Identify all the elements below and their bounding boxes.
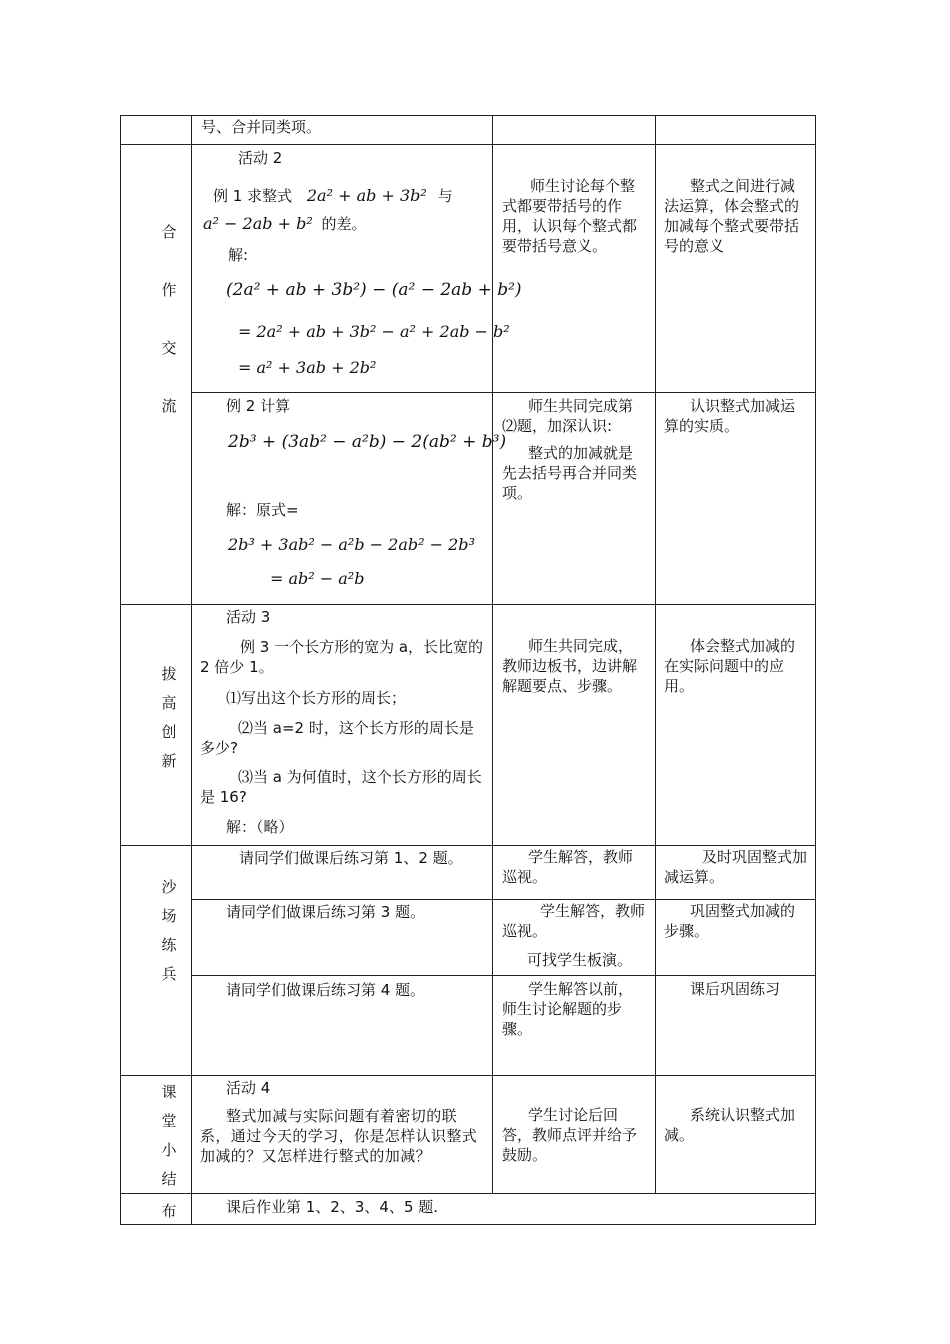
example-2-title: 例 2 计算	[226, 397, 291, 415]
design-intent-2: 认识整式加减运算的实质。	[664, 397, 796, 435]
section-label-practice	[134, 873, 204, 989]
example-1-intro	[213, 186, 453, 206]
solution-2-step2: = ab² − a²b	[270, 569, 365, 588]
solution-2-step1: 2b³ + 3ab² − a²b − 2ab² − 2b³	[228, 535, 475, 554]
teacher-activity-1: 师生讨论每个整式都要带括号的作用，认识每个整式都要带括号意义。	[502, 177, 638, 255]
label-char: 流	[161, 397, 177, 415]
activity-3-title: 活动 3	[226, 608, 271, 626]
label-char: 沙	[161, 878, 177, 896]
solution-label-1: 解:	[228, 246, 249, 264]
label-char: 布	[161, 1202, 177, 1220]
teacher-activity-2-note: 整式的加减就是先去括号再合并同类项。	[502, 444, 638, 502]
activity-4-title: 活动 4	[226, 1079, 271, 1097]
practice-3-content: 请同学们做课后练习第 4 题。	[226, 981, 426, 999]
row0-content: 号、合并同类项。	[201, 118, 322, 136]
design-intent-3: 体会整式加减的在实际问题中的应用。	[664, 637, 796, 695]
label-char: 作	[161, 281, 177, 299]
column-divider	[655, 115, 656, 1193]
practice-1-content: 请同学们做课后练习第 1、2 题。	[239, 849, 463, 867]
label-char: 高	[161, 694, 177, 712]
solution-1-step1: (2a² + ab + 3b²) − (a² − 2ab + b²)	[226, 280, 522, 300]
example-1-prefix: 例 1 求整式	[213, 187, 293, 205]
practice-2-content: 请同学们做课后练习第 3 题。	[226, 903, 426, 921]
table-border-left	[120, 115, 121, 1225]
practice-1-intent: 及时巩固整式加减运算。	[664, 848, 808, 886]
example-1-line2	[203, 214, 367, 234]
practice-2-intent: 巩固整式加减的步骤。	[664, 902, 796, 940]
example-1-suffix: 的差。	[321, 215, 367, 233]
row-divider	[120, 1193, 816, 1194]
practice-2-teacher: 学生解答，教师巡视。	[502, 902, 646, 940]
example-3-problem: 例 3 一个长方形的宽为 a，长比宽的 2 倍少 1。	[200, 638, 484, 676]
practice-2-teacher-extra: 可找学生板演。	[527, 951, 633, 969]
label-char: 拔	[161, 665, 177, 683]
teacher-activity-2: 师生共同完成第⑵题，加深认识:	[502, 397, 634, 435]
example-3-solution: 解：（略）	[226, 818, 294, 836]
example-2-expression: 2b³ + (3ab² − a²b) − 2(ab² + b³)	[228, 432, 507, 452]
solution-label-2: 解：原式=	[226, 501, 299, 519]
label-char: 新	[161, 752, 177, 770]
expression-a: 2a² + ab + 3b²	[306, 186, 427, 205]
example-3-q2: ⑵当 a=2 时，这个长方形的周长是多少?	[200, 719, 474, 757]
summary-teacher: 学生讨论后回答，教师点评并给予鼓励。	[502, 1106, 638, 1164]
label-char: 练	[161, 936, 177, 954]
section-label-advance	[134, 660, 204, 776]
subrow-divider	[191, 975, 816, 976]
summary-content: 整式加减与实际问题有着密切的联系，通过今天的学习，你是怎样认识整式加减的？又怎样进行整式的加减？	[200, 1107, 478, 1165]
row-divider	[120, 845, 816, 846]
solution-1-step3: = a² + 3ab + 2b²	[238, 358, 377, 377]
table-border-bottom	[120, 1224, 816, 1225]
label-char: 课	[161, 1083, 177, 1101]
activity-2-title: 活动 2	[238, 149, 283, 167]
table-border-top	[120, 115, 816, 116]
design-intent-1: 整式之间进行减法运算，体会整式的加减每个整式要带括号的意义	[664, 177, 800, 255]
homework-content: 课后作业第 1、2、3、4、5 题.	[226, 1198, 439, 1216]
table-border-right	[815, 115, 816, 1225]
label-char: 场	[161, 907, 177, 925]
label-char: 结	[161, 1170, 177, 1188]
practice-3-intent: 课后巩固练习	[690, 980, 781, 998]
label-char: 交	[161, 339, 177, 357]
section-label-homework	[134, 1200, 204, 1221]
section-label-cooperation	[134, 203, 204, 435]
example-3-q3: ⑶当 a 为何值时，这个长方形的周长是 16?	[200, 768, 482, 806]
label-char: 小	[161, 1141, 177, 1159]
expression-b: a² − 2ab + b²	[203, 214, 313, 233]
label-char: 兵	[161, 965, 177, 983]
label-char: 堂	[161, 1112, 177, 1130]
subrow-divider	[191, 899, 816, 900]
row-divider	[120, 144, 816, 145]
section-label-summary	[134, 1078, 204, 1194]
label-char: 合	[161, 223, 177, 241]
teacher-activity-3: 师生共同完成，教师边板书，边讲解解题要点、步骤。	[502, 637, 638, 695]
summary-intent: 系统认识整式加减。	[664, 1106, 796, 1144]
practice-1-teacher: 学生解答，教师巡视。	[502, 848, 634, 886]
practice-3-teacher: 学生解答以前，师生讨论解题的步骤。	[502, 980, 634, 1038]
subrow-divider	[191, 392, 816, 393]
row-divider	[120, 1075, 816, 1076]
row-divider	[120, 604, 816, 605]
example-1-connector: 与	[437, 187, 453, 205]
solution-1-step2: = 2a² + ab + 3b² − a² + 2ab − b²	[238, 322, 510, 341]
example-3-q1: ⑴写出这个长方形的周长；	[226, 689, 407, 707]
column-divider	[492, 115, 493, 1193]
label-char: 创	[161, 723, 177, 741]
